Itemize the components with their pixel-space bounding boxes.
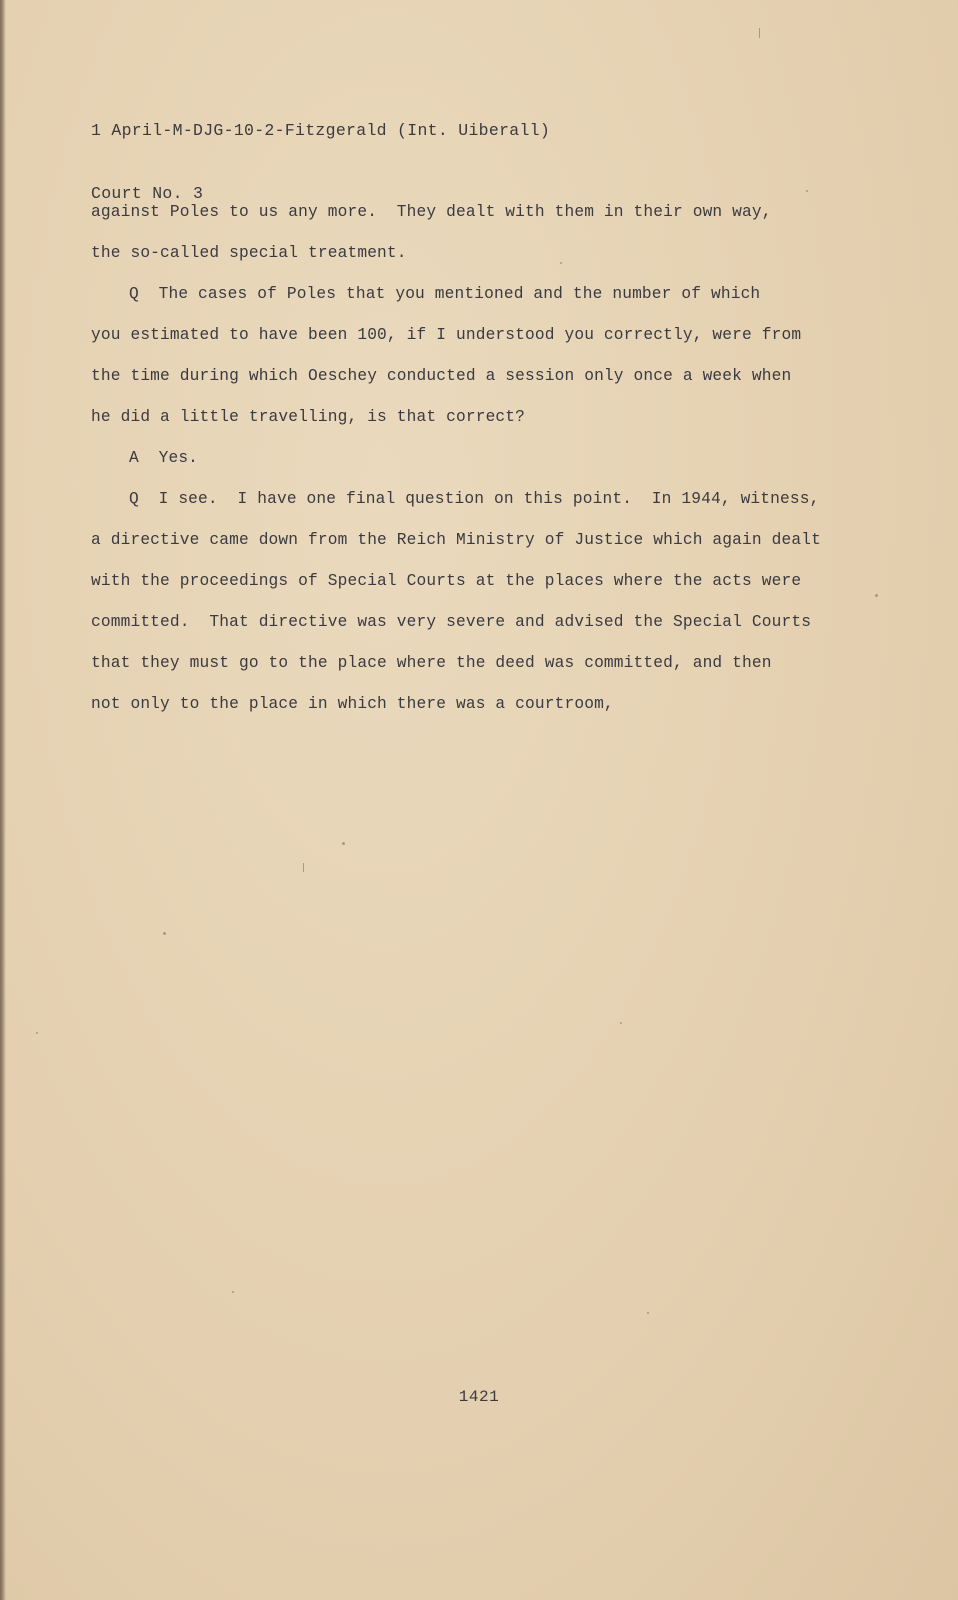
transcript-line: he did a little travelling, is that correct?	[91, 408, 526, 426]
transcript-line: committed. That directive was very severe and advised the Special Courts	[91, 613, 812, 631]
transcript-body	[91, 192, 881, 725]
paper-speck	[875, 594, 878, 597]
transcript-line: you estimated to have been 100, if I understood you correctly, were from	[91, 326, 802, 344]
paper-speck	[620, 1022, 622, 1024]
header-court: Court No. 3	[91, 184, 204, 203]
transcript-line: not only to the place in which there was a courtroom,	[91, 695, 614, 713]
paper-speck	[163, 932, 166, 935]
transcript-line: with the proceedings of Special Courts at the places where the acts were	[91, 572, 802, 590]
answer-line: A Yes.	[129, 449, 199, 467]
paper-speck	[232, 1291, 234, 1293]
paper-speck	[647, 1312, 649, 1314]
transcript-line: the time during which Oeschey conducted a session only once a week when	[91, 367, 792, 385]
question-line: Q I see. I have one final question on this point. In 1944, witness,	[129, 490, 820, 508]
paper-speck	[759, 28, 760, 38]
header-reference: 1 April-M-DJG-10-2-Fitzgerald (Int. Uiberall)	[91, 121, 551, 140]
question-line: Q The cases of Poles that you mentioned and the number of which	[129, 285, 761, 303]
transcript-line: the so-called special treatment.	[91, 244, 407, 262]
transcript-line: against Poles to us any more. They dealt with them in their own way,	[91, 203, 772, 221]
paper-speck	[36, 1032, 38, 1034]
paper-speck	[342, 842, 345, 845]
paper-speck	[806, 190, 808, 192]
transcript-line: a directive came down from the Reich Ministry of Justice which again dealt	[91, 531, 821, 549]
paper-speck	[560, 262, 562, 264]
transcript-line: that they must go to the place where the deed was committed, and then	[91, 654, 772, 672]
page-binding-edge	[0, 0, 6, 1600]
page-number: 1421	[458, 1388, 500, 1406]
paper-speck	[303, 863, 304, 872]
